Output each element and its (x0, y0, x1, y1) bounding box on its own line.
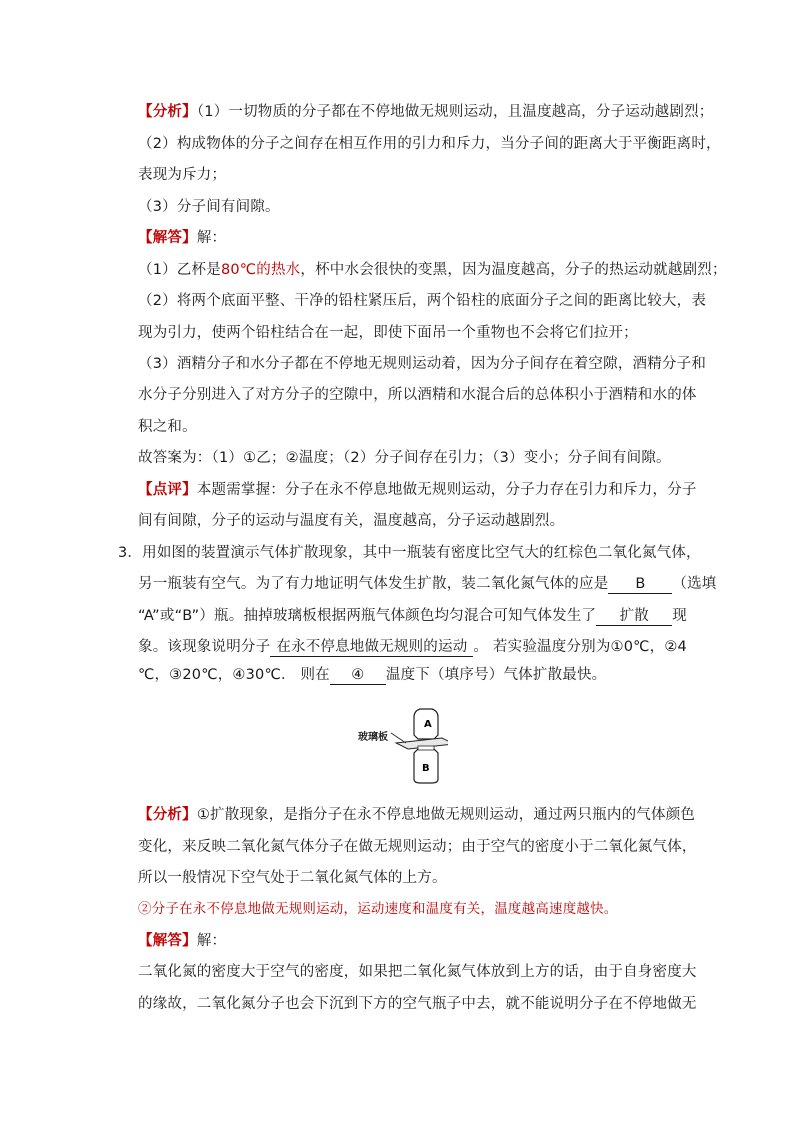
question-3-line-1: 3．用如图的装置演示气体扩散现象，其中一瓶装有密度比空气大的红棕色二氧化氮气体， (118, 545, 701, 561)
solution-line-6: 积之和。 (138, 419, 197, 435)
q3-solution-line-2: 的缘故，二氧化氮分子也会下沉到下方的空气瓶子中去，就不能说明分子在不停地做无 (138, 996, 697, 1012)
analysis-line-2: （2）构成物体的分子之间存在相互作用的引力和斥力，当分子间的距离大于平衡距离时， (138, 136, 721, 152)
analysis-line-3: 表现为斥力； (138, 167, 227, 183)
question-3-line-3: “A”或“B”）瓶。抽掉玻璃板根据两瓶气体颜色均匀混合可知气体发生了 扩散 现 (138, 608, 687, 624)
diffusion-apparatus-figure (358, 705, 448, 785)
solution-line-3: 现为引力，使两个铅柱结合在一起，即使下面吊一个重物也不会将它们拉开； (138, 325, 638, 341)
q3-analysis-tag: 【分析】 (138, 807, 197, 823)
q3-analysis-line-2: 变化，来反映二氧化氮气体分子在做无规则运动；由于空气的密度小于二氧化氮气体， (138, 839, 697, 855)
analysis-tag: 【分析】 (138, 104, 197, 120)
q3-analysis-line-1: 【分析】①扩散现象，是指分子在永不停息地做无规则运动，通过两只瓶内的气体颜色 (138, 807, 696, 823)
analysis-line-4: （3）分子间有间隙。 (138, 199, 280, 215)
answer-blank-3: 在永不停息地做无规则的运动 (270, 639, 473, 657)
solution-line-5: 水分子分别进入了对方分子的空隙中，所以酒精和水混合后的总体积小于酒精和水的体 (138, 387, 697, 403)
q3-solution-heading: 【解答】解： (138, 933, 227, 949)
answer-line: 故答案为：（1）①乙；②温度；（2）分子间存在引力；（3）变小；分子间有间隙。 (138, 450, 671, 466)
comment-line-1: 【点评】本题需掌握：分子在永不停息地做无规则运动，分子力存在引力和斥力，分子 (138, 482, 697, 498)
q3-analysis-line-4: ②分子在永不停息地做无规则运动，运动速度和温度有关，温度越高速度越快。 (138, 901, 618, 917)
question-3-line-5: ℃，③20℃，④30℃． 则在 ④ 温度下（填序号）气体扩散最快。 (138, 667, 607, 683)
comment-line-2: 间有间隙，分子的运动与温度有关，温度越高，分子运动越剧烈。 (138, 513, 565, 529)
question-3-line-4: 象。该现象说明分子 在永不停息地做无规则的运动 。 若实验温度分别为①0℃，②4 (138, 639, 687, 655)
solution-line-1: （1）乙杯是80℃的热水，杯中水会很快的变黑，因为温度越高，分子的热运动就越剧烈； (138, 262, 727, 278)
question-3-line-2: 另一瓶装有空气。为了有力地证明气体发生扩散，装二氧化氮气体的应是 B （选填 (138, 576, 717, 592)
answer-blank-4: ④ (330, 667, 386, 685)
bottle-a-label: A (424, 719, 432, 730)
solution-heading: 【解答】解： (138, 230, 227, 246)
bottle-b-label: B (422, 763, 430, 774)
q3-solution-line-1: 二氧化氮的密度大于空气的密度，如果把二氧化氮气体放到上方的话，由于自身密度大 (138, 964, 697, 980)
question-number: 3． (118, 545, 143, 561)
answer-blank-1: B (608, 576, 672, 594)
q3-analysis-line-3: 所以一般情况下空气处于二氧化氮气体的上方。 (138, 870, 447, 886)
highlight-hot-water: 80℃的热水 (220, 262, 301, 278)
comment-tag: 【点评】 (138, 482, 197, 498)
solution-tag: 【解答】 (138, 230, 197, 246)
q3-solution-tag: 【解答】 (138, 933, 197, 949)
answer-blank-2: 扩散 (596, 608, 672, 626)
analysis-line-1: 【分析】（1）一切物质的分子都在不停地做无规则运动，且温度越高，分子运动越剧烈； (138, 104, 714, 120)
solution-line-2: （2）将两个底面平整、干净的铅柱紧压后，两个铅柱的底面分子之间的距离比较大，表 (138, 293, 707, 309)
glass-plate-label: 玻璃板 (358, 732, 388, 743)
bottles-diagram (358, 705, 448, 785)
solution-line-4: （3）酒精分子和水分子都在不停地无规则运动着，因为分子间存在着空隙，酒精分子和 (138, 356, 707, 372)
